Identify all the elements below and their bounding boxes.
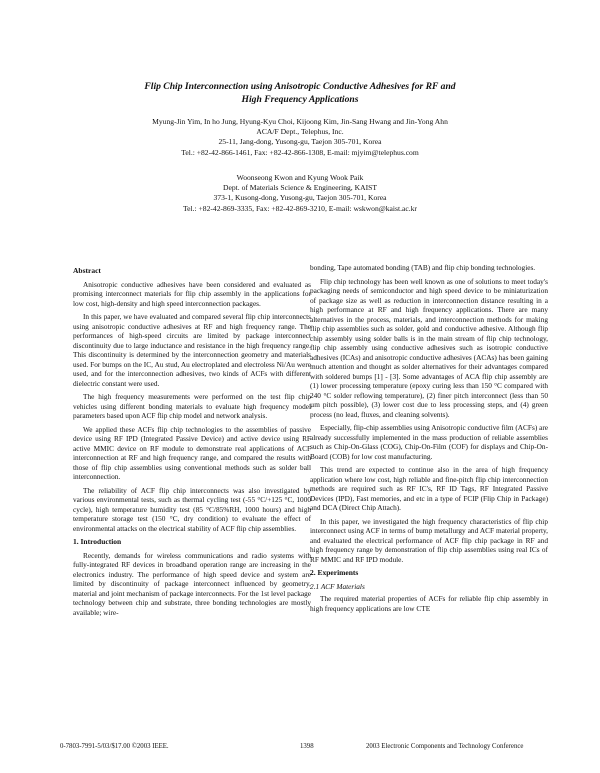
author-contact-2: Tel.: +82-42-869-3335, Fax: +82-42-869-3210, E-mail: wskwon@kaist.ac.kr <box>183 203 417 213</box>
footer-isbn: 0-7803-7991-5/03/$17.00 ©2003 IEEE. <box>60 743 169 750</box>
abstract-paragraph-5: The reliability of ACF flip chip interconnects was also investigated by various environmental tests, such as thermal cycling test (-55 °C/+125 °C, 1000 cycle), high temperature humidity test (85 °C/85%RH, 1000 hours) and high temperature storage test (150 °C, dry condition) to evaluate the effect of environmental attacks on the electrical stability of ACF flip chip assemblies. <box>73 485 311 533</box>
right-column <box>310 263 548 617</box>
author-names-2: Woonseong Kwon and Kyung Wook Paik <box>236 173 364 182</box>
title-line-1: Flip Chip Interconnection using Anisotropic Conductive Adhesives for RF and <box>144 81 456 92</box>
author-dept-1: ACA/F Dept., Telephus, Inc. <box>256 127 344 137</box>
left-column <box>73 263 311 621</box>
footer-page-number: 1398 <box>300 743 314 750</box>
author-contact-1: Tel.: +82-42-866-1461, Fax: +82-42-866-1308, E-mail: mjyim@telephus.com <box>181 147 419 157</box>
abstract-paragraph-1: Anisotropic conductive adhesives have been considered and evaluated as promising interconnect materials for flip chip assembly in the applications for low cost, high-density and high speed interconnection packages. <box>73 279 311 308</box>
body-paragraph-2: Especially, flip-chip assemblies using Anisotropic conductive film (ACFs) are already successfully implemented in the mass production of reliable assemblies such as Chip-On-Glass (COG), Chip-On-Film (COF) for displays and Chip-On-Board (COB) for low cost manufacturing. <box>310 423 548 461</box>
author-names-1: Myung-Jin Yim, In ho Jung, Hyung-Kyu Choi, Kijoong Kim, Jin-Sang Hwang and Jin-Yong Ahn <box>152 117 448 126</box>
abstract-paragraph-2: In this paper, we have evaluated and compared several flip chip interconnects using anisotropic conductive adhesives at RF and high frequency range. The performances of high-speed circuits are limited by package interconnect discontinuity due to large inductance and resistance in the high frequency range. This discontinuity is determined by the interconnection geometry and materials used. For bumps on the IC, Au stud, Au electroplated and electroless Ni/Au were used, and for the interconnection adhesives, two kinds of ACFs with different dielectric constant were used. <box>73 312 311 388</box>
author-address-1: 25-11, Jang-dong, Yusong-gu, Taejon 305-701, Korea <box>218 137 382 147</box>
abstract-paragraph-3: The high frequency measurements were performed on the test flip chip vehicles using different bonding materials to evaluate high frequency model parameters based upon ACF flip chip model and network analysis. <box>73 392 311 420</box>
abstract-paragraph-4: We applied these ACFs flip chip technologies to the assemblies of passive device using RF IPD (Integrated Passive Device) and active device using RF active MMIC device on RF module to demonstrate real applications of ACF interconnection at RF and high frequency range, and compared the results with those of flip chip assemblies using conventional methods such as solder ball interconnection. <box>73 424 311 481</box>
footer-conference: 2003 Electronic Components and Technology Conference <box>366 743 524 750</box>
title-line-2: High Frequency Applications <box>241 94 359 105</box>
body-paragraph-5: The required material properties of ACFs for reliable flip chip assembly in high frequency applications are low CTE <box>310 594 548 613</box>
author-address-2: 373-1, Kusong-dong, Yusong-gu, Taejon 305-701, Korea <box>213 193 387 203</box>
introduction-paragraph-1: Recently, demands for wireless communications and radio systems with fully-integrated RF devices in broadband operation range are increasing in the electronics industry. The performance of high speed device and system are limited by discontinuity of package interconnect influenced by geometry, material and joint mechanism of package interconnects. For the 1st level package technology between chip and substrate, three bonding technologies are mostly available; wire- <box>73 550 311 617</box>
body-paragraph-1: Flip chip technology has been well known as one of solutions to meet today's packaging needs of semiconductor and high speed device to be miniaturization of package size as well as reduction in interconnection distance resulting in a high performance at RF and high frequency applications. There are many alternatives in the process, materials, and interconnection methods for making flip chip assemblies such as solder, gold and conductive adhesive. Although flip chip assembly using solder balls is in the main stream of flip chip technology, flip chip assembly using conductive adhesives such as isotropic conductive adhesives (ICAs) and anisotropic conductive adhesives (ACAs) has been gaining much attention and thought as solder alternatives for their advantages compared with soldered bumps [1] - [3]. Some advantages of ACA flip chip assembly are (1) lower processing temperature (epoxy curing less than 150 °C compared with 240 °C solder reflowing temperature), (2) finer pitch interconnect (less than 50 µm pitch possible), (3) lower cost due to less processing steps, and (4) green process (no lead, fluxes, and cleaning solvents). <box>310 276 548 419</box>
body-paragraph-3: This trend are expected to continue also in the area of high frequency application where low cost, high reliable and fine-pitch flip chip interconnection methods are required such as RF IC's, RF ID Tags, RF Integrated Passive Devices (IPD), Fast memories, and etc in a type of FCIP (Flip Chip in Package) and DCA (Direct Chip Attach). <box>310 465 548 512</box>
author-block-2 <box>90 173 510 214</box>
author-block-1 <box>90 117 510 158</box>
body-paragraph-continued: bonding, Tape automated bonding (TAB) and flip chip bonding technologies. <box>310 263 536 272</box>
experiments-heading: 2. Experiments <box>310 568 359 577</box>
author-dept-2: Dept. of Materials Science & Engineering, KAIST <box>223 183 377 193</box>
introduction-heading: 1. Introduction <box>73 537 122 546</box>
body-paragraph-4: In this paper, we investigated the high frequency characteristics of flip chip interconnect using ACF in terms of bump metallurgy and ACF material property, and evaluated the electrical performance of ACF flip chip package in RF and high frequency range by demonstration of flip chip assemblies using real ICs of RF MMIC and RF IPD module. <box>310 516 548 564</box>
acf-materials-subheading: 2.1 ACF Materials <box>310 581 365 591</box>
paper-title <box>90 80 510 106</box>
abstract-heading: Abstract <box>73 266 101 275</box>
